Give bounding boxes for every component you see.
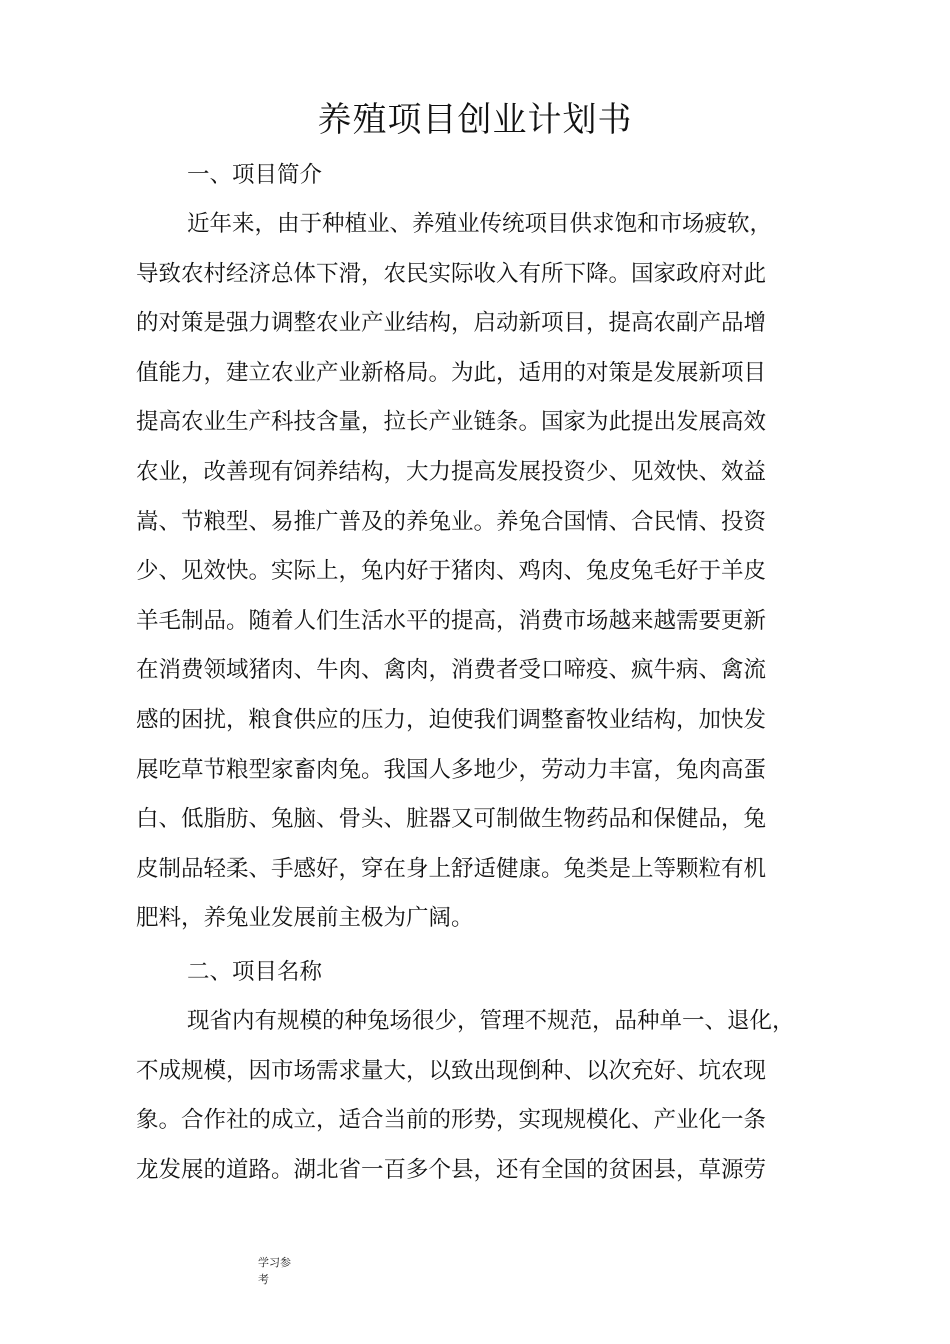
paragraph-line: 感的困扰，粮食供应的压力，迫使我们调整畜牧业结构，加快发 [136,706,767,733]
paragraph-line: 嵩、节粮型、易推广普及的养兔业。养兔合国情、合民情、投资 [136,508,767,535]
paragraph-line: 值能力，建立农业产业新格局。为此，适用的对策是发展新项目 [136,359,767,386]
paragraph-line: 展吃草节粮型家畜肉兔。我国人多地少，劳动力丰富，兔肉高蛋 [136,756,767,783]
section-heading-intro: 一、项目简介 [187,162,323,188]
paragraph-line: 龙发展的道路。湖北省一百多个县，还有全国的贫困县，草源劳 [136,1156,767,1183]
paragraph-line: 现省内有规模的种兔场很少，管理不规范，品种单一、退化， [187,1008,795,1034]
paragraph-line: 在消费领域猪肉、牛肉、禽肉，消费者受口啼疫、疯牛病、禽流 [136,657,767,684]
section-name-paragraph [136,997,831,1195]
paragraph-line: 羊毛制品。随着人们生活水平的提高，消费市场越来越需要更新 [136,607,767,634]
paragraph-line: 提高农业生产科技含量，拉长产业链条。国家为此提出发展高效 [136,409,767,436]
paragraph-line: 象。合作社的成立，适合当前的形势，实现规模化、产业化一条 [136,1107,767,1134]
footer-text-line: 考 [258,1273,269,1286]
paragraph-line: 肥料，养兔业发展前主极为广阔。 [136,905,474,932]
document-title: 养殖项目创业计划书 [317,100,633,140]
paragraph-line: 农业，改善现有饲养结构，大力提高发展投资少、见效快、效益 [136,458,767,485]
paragraph-line: 的对策是强力调整农业产业结构，启动新项目，提高农副产品增 [136,310,767,337]
page-footer [258,1254,308,1288]
paragraph-line: 近年来，由于种植业、养殖业传统项目供求饱和市场疲软， [187,211,773,237]
paragraph-line: 少、见效快。实际上，兔内好于猪肉、鸡肉、兔皮兔毛好于羊皮 [136,558,767,585]
section-heading-name: 二、项目名称 [187,959,323,985]
paragraph-line: 皮制品轻柔、手感好，穿在身上舒适健康。兔类是上等颗粒有机 [136,855,767,882]
footer-text-line: 学习参 [258,1256,291,1269]
paragraph-line: 不成规模，因市场需求量大，以致出现倒种、以次充好、坑农现 [136,1057,767,1084]
section-intro-paragraph [136,200,831,944]
paragraph-line: 导致农村经济总体下滑，农民实际收入有所下降。国家政府对此 [136,260,767,287]
paragraph-line: 白、低脂肪、兔脑、骨头、脏器又可制做生物药品和保健品，兔 [136,806,767,833]
